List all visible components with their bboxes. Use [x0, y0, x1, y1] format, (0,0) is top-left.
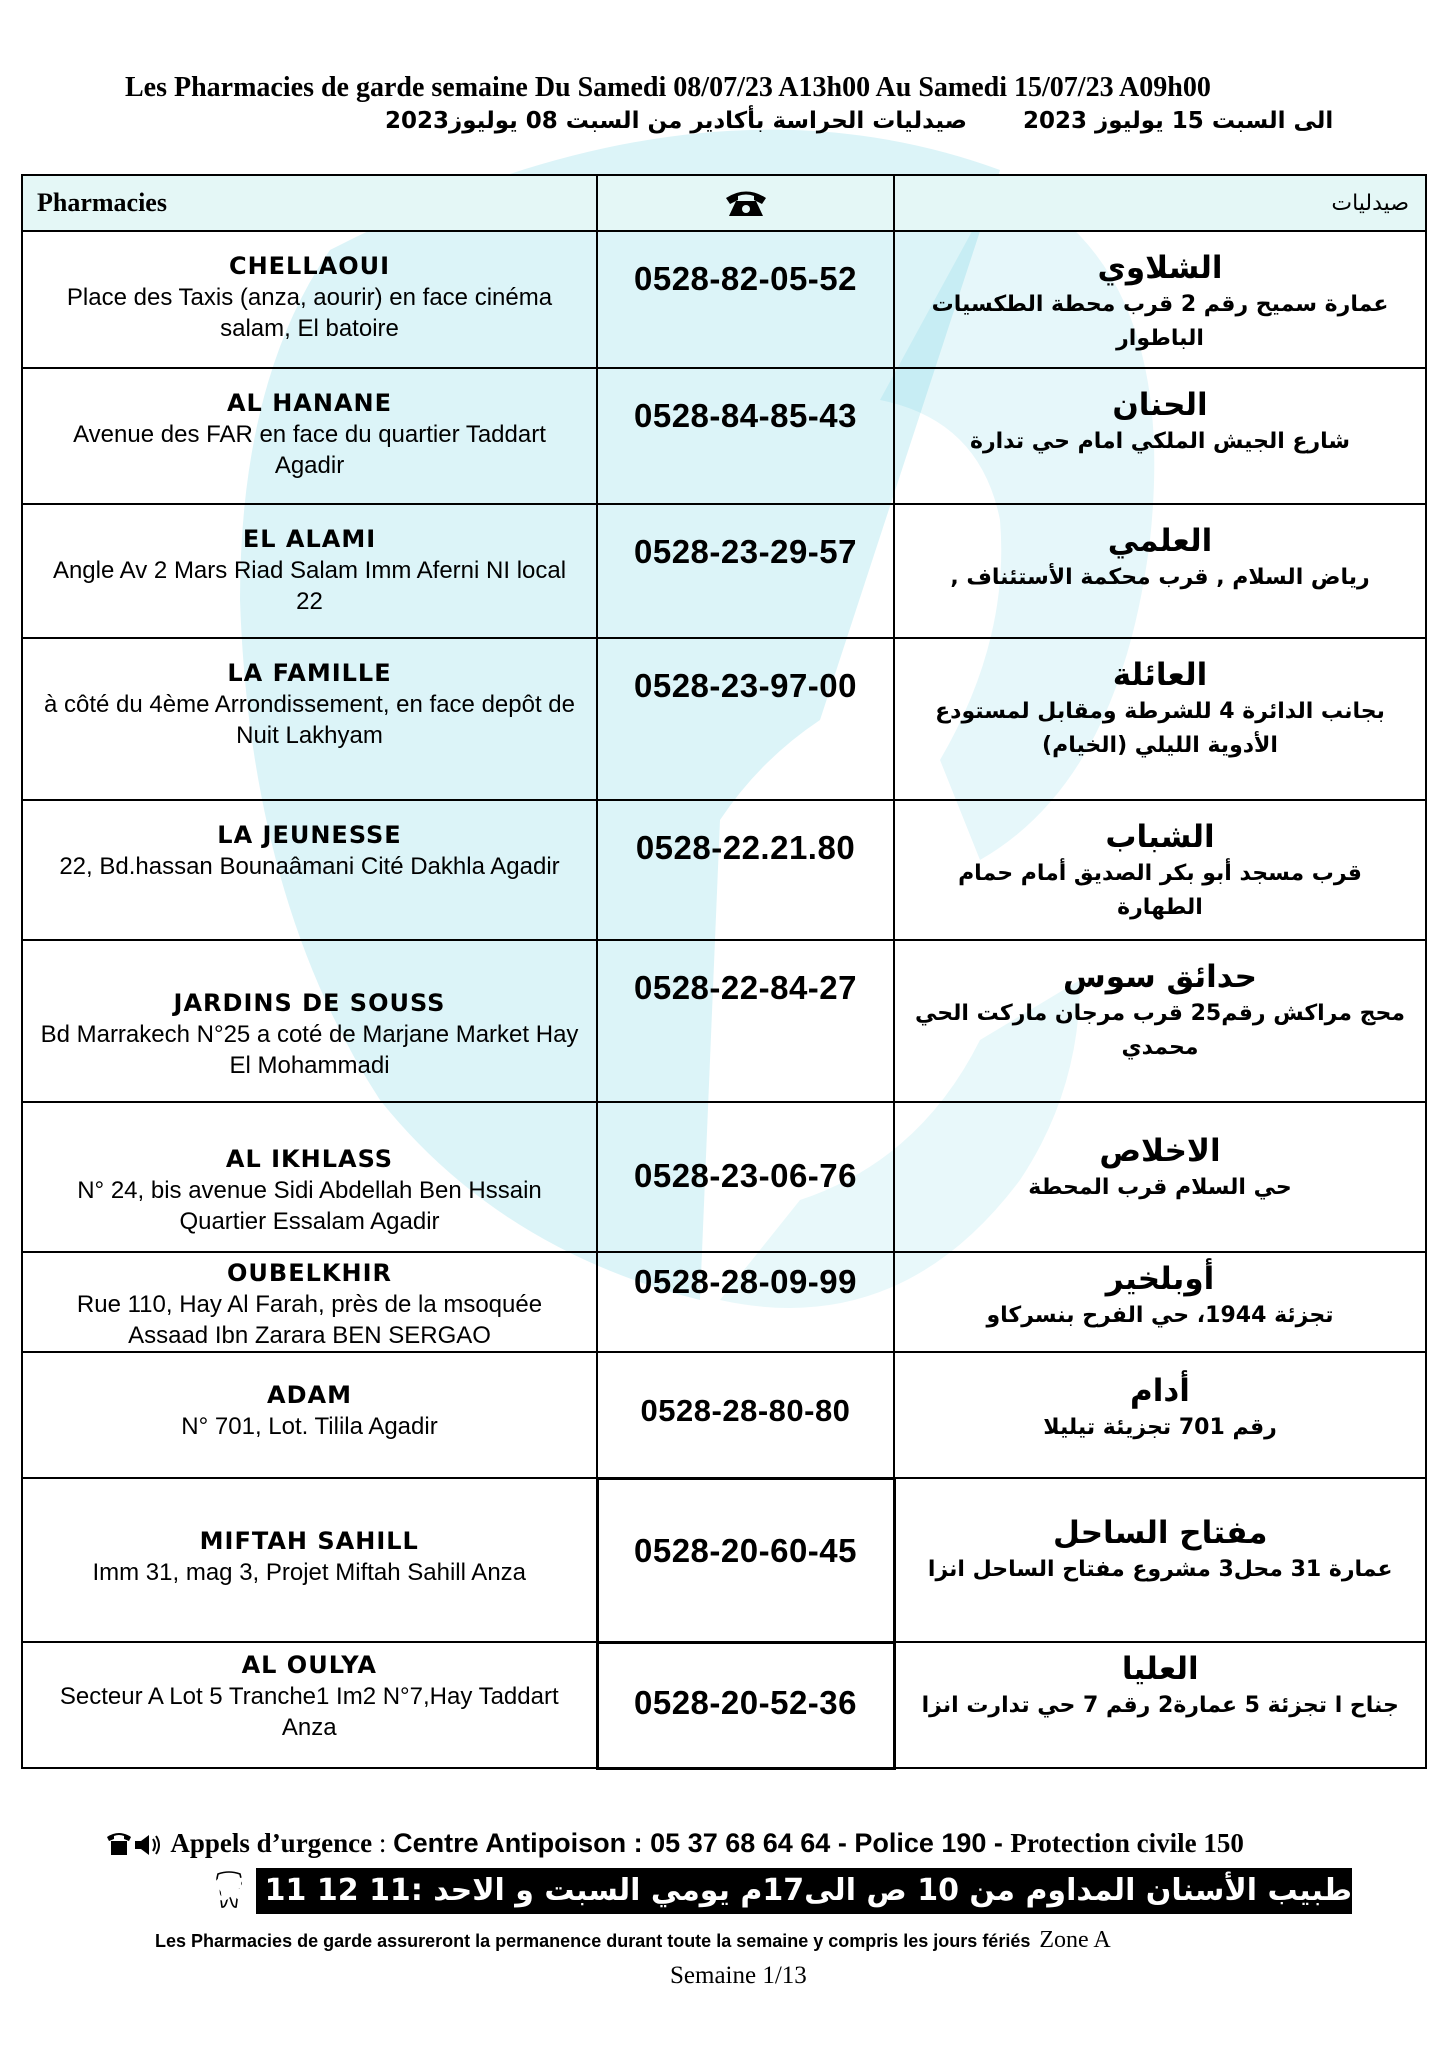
table-row — [22, 638, 1426, 800]
pharmacy-address-ar: تجزئة 1944، حي الفرح بنسركاو — [986, 1303, 1334, 1328]
title-arabic-part-2: الى السبت 15 يوليوز 2023 — [1023, 108, 1334, 134]
pharmacy-name-fr: OUBELKHIR — [227, 1259, 392, 1287]
pharmacy-ar-cell — [894, 1642, 1426, 1768]
pharmacy-name-fr: EL ALAMI — [242, 525, 377, 553]
table-row — [22, 368, 1426, 504]
pharmacy-name-fr: AL OULYA — [241, 1651, 377, 1679]
pharmacy-phone: 0528-82-05-52 — [597, 231, 894, 368]
title-arabic — [385, 108, 1334, 134]
pharmacy-address-ar: حي السلام قرب المحطة — [1028, 1175, 1292, 1200]
pharmacy-address-ar: محج مراكش رقم25 قرب مرجان ماركت الحي محمدي — [915, 1001, 1405, 1060]
pharmacy-ar-cell — [894, 231, 1426, 368]
pharmacy-name-fr: JARDINS DE SOUSS — [173, 989, 446, 1017]
pharmacy-name-ar: الشلاوي — [1097, 250, 1223, 286]
week-label: Semaine 1/13 — [670, 1962, 807, 1989]
pharmacy-fr-cell — [22, 1478, 597, 1642]
pharmacy-name-fr: ADAM — [267, 1381, 352, 1409]
table-row — [22, 504, 1426, 638]
pharmacy-address-fr: Bd Marrakech N°25 a coté de Marjane Market Hay El Mohammadi — [40, 1021, 579, 1079]
pharmacy-fr-cell — [22, 638, 597, 800]
col-header-pharmacies: Pharmacies — [22, 175, 597, 231]
emergency-line — [105, 1828, 1405, 1859]
page-footer — [0, 1820, 1448, 2048]
pharmacy-address-ar: شارع الجيش الملكي امام حي تدارة — [969, 429, 1351, 454]
civil-protection: Protection civile 150 — [1010, 1828, 1244, 1858]
pharmacy-phone: 0528-23-29-57 — [597, 504, 894, 638]
pharmacy-ar-cell — [894, 800, 1426, 940]
col-header-phone — [597, 175, 894, 231]
pharmacy-name-ar: الشباب — [1105, 819, 1215, 855]
pharmacy-name-fr: MIFTAH SAHILL — [199, 1527, 419, 1555]
pharmacy-address-ar: بجانب الدائرة 4 للشرطة ومقابل لمستودع الأدوية الليلي (الخيام) — [935, 699, 1385, 758]
title-arabic-part-1: صيدليات الحراسة بأكادير من السبت 08 يوليوز2023 — [385, 108, 967, 134]
pharmacy-name-ar: حدائق سوس — [1063, 959, 1257, 995]
pharmacy-name-fr: LA JEUNESSE — [217, 821, 402, 849]
pharmacy-phone: 0528-84-85-43 — [597, 368, 894, 504]
pharmacy-address-ar: قرب مسجد أبو بكر الصديق أمام حمام الطهارة — [958, 861, 1362, 920]
pharmacy-fr-cell — [22, 1252, 597, 1352]
table-row — [22, 800, 1426, 940]
pharmacy-fr-cell — [22, 1642, 597, 1768]
table-row — [22, 1102, 1426, 1252]
pharmacies-table — [21, 174, 1427, 1770]
pharmacy-address-ar: جناح ا تجزئة 5 عمارة2 رقم 7 حي تدارت انزا — [921, 1693, 1399, 1718]
pharmacy-address-ar: رقم 701 تجزيئة تيليلا — [1043, 1415, 1277, 1440]
pharmacy-name-fr: LA FAMILLE — [227, 659, 392, 687]
table-row — [22, 1642, 1426, 1768]
pharmacy-ar-cell — [894, 368, 1426, 504]
pharmacy-fr-cell — [22, 231, 597, 368]
pharmacy-address-fr: Imm 31, mag 3, Projet Miftah Sahill Anza — [92, 1559, 527, 1586]
pharmacy-address-fr: Place des Taxis (anza, aourir) en face cinéma salam, El batoire — [66, 284, 553, 342]
pharmacy-phone: 0528-28-80-80 — [597, 1352, 894, 1478]
pharmacy-ar-cell — [894, 504, 1426, 638]
notice-line — [155, 1927, 1111, 1954]
pharmacy-fr-cell — [22, 940, 597, 1102]
table-header-row — [22, 175, 1426, 231]
pharmacy-phone: 0528-20-52-36 — [597, 1642, 894, 1768]
pharmacy-phone: 0528-20-60-45 — [597, 1478, 894, 1642]
pharmacy-address-fr: Angle Av 2 Mars Riad Salam Imm Aferni NI local 22 — [52, 557, 567, 615]
pharmacy-name-fr: AL IKHLASS — [225, 1145, 394, 1173]
pharmacy-address-fr: à côté du 4ème Arrondissement, en face depôt de Nuit Lakhyam — [43, 691, 575, 749]
pharmacy-address-ar: رياض السلام , قرب محكمة الأستئناف , — [950, 565, 1370, 590]
pharmacy-address-fr: Avenue des FAR en face du quartier Taddart Agadir — [73, 421, 546, 479]
table-row — [22, 1478, 1426, 1642]
pharmacy-fr-cell — [22, 800, 597, 940]
phone-speaker-icon — [105, 1831, 161, 1859]
pharmacy-phone: 0528-28-09-99 — [597, 1252, 894, 1352]
table-row — [22, 1252, 1426, 1352]
pharmacy-phone: 0528-23-97-00 — [597, 638, 894, 800]
pharmacy-name-ar: مفتاح الساحل — [1053, 1515, 1268, 1551]
pharmacy-name-fr: CHELLAOUI — [228, 252, 391, 280]
emergency-separator: : — [372, 1828, 394, 1858]
pharmacy-fr-cell — [22, 504, 597, 638]
pharmacy-address-fr: Secteur A Lot 5 Tranche1 Im2 N°7,Hay Taddart Anza — [59, 1683, 559, 1741]
pharmacy-address-ar: عمارة 31 محل3 مشروع مفتاح الساحل انزا — [927, 1557, 1393, 1582]
pharmacy-phone: 0528-23-06-76 — [597, 1102, 894, 1252]
pharmacy-address-fr: N° 701, Lot. Tilila Agadir — [181, 1413, 438, 1440]
pharmacy-name-ar: أوبلخير — [1105, 1261, 1215, 1297]
pharmacy-name-ar: أدام — [1130, 1373, 1190, 1409]
pharmacy-ar-cell — [894, 1252, 1426, 1352]
page-header — [0, 0, 1448, 170]
pharmacy-address-fr: 22, Bd.hassan Bounaâmani Cité Dakhla Agadir — [59, 853, 560, 880]
pharmacy-address-ar: عمارة سميح رقم 2 قرب محطة الطكسيات الباطوار — [931, 292, 1389, 351]
pharmacy-name-ar: العائلة — [1112, 657, 1208, 693]
table-row — [22, 1352, 1426, 1478]
telephone-icon — [723, 187, 769, 219]
pharmacy-name-ar: العلمي — [1107, 523, 1213, 559]
pharmacy-ar-cell — [894, 1478, 1426, 1642]
pharmacy-phone: 0528-22.21.80 — [597, 800, 894, 940]
pharmacy-name-ar: الاخلاص — [1099, 1133, 1221, 1169]
col-header-arabic: صيدليات — [894, 175, 1426, 231]
table-row — [22, 940, 1426, 1102]
dentist-on-duty-banner: طبيب الأسنان المداوم من 10 ص الى17م يومي السبت و الاحد :11 12 11 08 06 — [256, 1868, 1352, 1914]
pharmacy-address-fr: Rue 110, Hay Al Farah, près de la msoquée Assaad Ibn Zarara BEN SERGAO — [76, 1291, 543, 1349]
notice-text: Les Pharmacies de garde assureront la permanence durant toute la semaine y compris les jours fériés — [155, 1931, 1031, 1951]
pharmacy-ar-cell — [894, 1102, 1426, 1252]
pharmacy-ar-cell — [894, 638, 1426, 800]
pharmacy-name-ar: العليا — [1121, 1651, 1199, 1687]
pharmacy-ar-cell — [894, 1352, 1426, 1478]
pharmacy-name-ar: الحنان — [1112, 387, 1208, 423]
zone-label: Zone A — [1039, 1927, 1111, 1953]
pharmacy-ar-cell — [894, 940, 1426, 1102]
title-french: Les Pharmacies de garde semaine Du Samedi 08/07/23 A13h00 Au Samedi 15/07/23 A09h00 — [125, 72, 1211, 103]
emergency-label: Appels d’urgence — [170, 1828, 373, 1858]
emergency-values: Centre Antipoison : 05 37 68 64 64 - Police 190 - — [393, 1828, 1011, 1858]
pharmacy-address-fr: N° 24, bis avenue Sidi Abdellah Ben Hssain Quartier Essalam Agadir — [77, 1177, 542, 1235]
table-row — [22, 231, 1426, 368]
pharmacy-name-fr: AL HANANE — [226, 389, 393, 417]
pharmacy-phone: 0528-22-84-27 — [597, 940, 894, 1102]
pharmacy-fr-cell — [22, 1352, 597, 1478]
pharmacy-fr-cell — [22, 368, 597, 504]
pharmacy-fr-cell — [22, 1102, 597, 1252]
